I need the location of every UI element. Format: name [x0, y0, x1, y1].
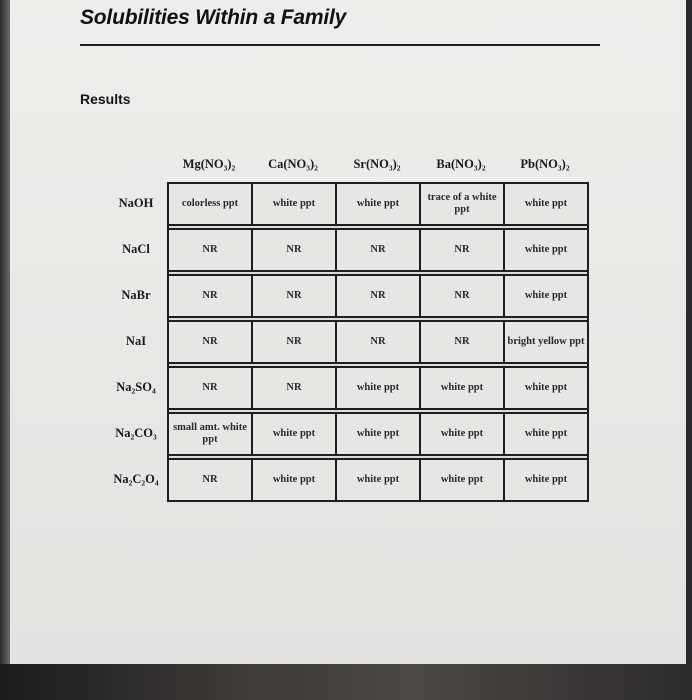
table-cell: NR — [252, 367, 336, 409]
table-cell: white ppt — [336, 183, 420, 225]
table-cell: white ppt — [252, 459, 336, 501]
table-cell: NR — [336, 275, 420, 317]
table-cell: white ppt — [504, 367, 588, 409]
page-title: Solubilities Within a Family — [80, 6, 347, 29]
table-cell: NR — [168, 321, 252, 363]
table-cell: white ppt — [336, 413, 420, 455]
photo-background-edge — [0, 0, 10, 664]
row-header-na2co3: Na₂CO₃ — [115, 426, 157, 440]
row-header-na2so4: Na₂SO₄ — [116, 380, 156, 394]
photo-desk-surface — [0, 664, 692, 700]
results-heading: Results — [80, 91, 131, 107]
table-row — [168, 321, 588, 363]
table-cell: white ppt — [504, 459, 588, 501]
col-header-mg: Mg(NO₃)₂ — [182, 157, 236, 171]
table-row — [168, 183, 588, 225]
table-cell: NR — [168, 459, 252, 501]
table-cell: NR — [168, 275, 252, 317]
table-row — [168, 275, 588, 317]
table-cell: NR — [252, 229, 336, 271]
table-cell: white ppt — [252, 413, 336, 455]
table-cell: NR — [336, 321, 420, 363]
table-cell: NR — [336, 229, 420, 271]
table-row — [168, 459, 588, 501]
table-cell: white ppt — [252, 183, 336, 225]
table-cell: white ppt — [336, 459, 420, 501]
table-cell: white ppt — [504, 229, 588, 271]
row-header-nabr: NaBr — [121, 288, 151, 302]
row-header-nai: NaI — [125, 334, 147, 348]
col-header-ca: Ca(NO₃)₂ — [268, 157, 318, 171]
table-cell: bright yellow ppt — [504, 321, 588, 363]
table-cell: white ppt — [504, 275, 588, 317]
table-cell: trace of a white ppt — [420, 183, 504, 225]
table-cell: NR — [252, 321, 336, 363]
title-underline — [80, 44, 600, 46]
table-cell: white ppt — [504, 413, 588, 455]
col-header-sr: Sr(NO₃)₂ — [353, 157, 401, 171]
table-cell: NR — [420, 229, 504, 271]
table-cell: white ppt — [504, 183, 588, 225]
col-header-pb: Pb(NO₃)₂ — [520, 157, 570, 171]
table-cell: NR — [420, 321, 504, 363]
row-header-naoh: NaOH — [118, 196, 154, 210]
table-row — [168, 367, 588, 409]
table-row — [168, 413, 588, 455]
table-cell: small amt. white ppt — [168, 413, 252, 455]
results-table — [167, 182, 589, 502]
table-cell: white ppt — [336, 367, 420, 409]
table-cell: colorless ppt — [168, 183, 252, 225]
table-cell: NR — [420, 275, 504, 317]
table-cell: NR — [168, 229, 252, 271]
table-cell: white ppt — [420, 413, 504, 455]
worksheet-page — [10, 0, 686, 664]
row-header-nacl: NaCl — [122, 242, 150, 256]
table-row — [168, 229, 588, 271]
table-cell: white ppt — [420, 367, 504, 409]
table-cell: white ppt — [420, 459, 504, 501]
col-header-ba: Ba(NO₃)₂ — [436, 157, 486, 171]
row-header-na2c2o4: Na₂C₂O₄ — [113, 472, 159, 486]
table-cell: NR — [168, 367, 252, 409]
table-cell: NR — [252, 275, 336, 317]
